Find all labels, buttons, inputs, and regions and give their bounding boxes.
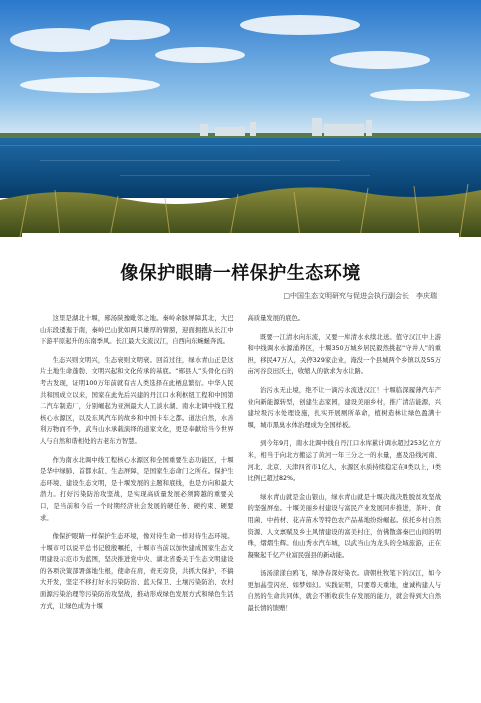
paragraph: 治污永无止境，绝不让一滴污水流进汉江！十堰临深履薄汽车产业向新能源转型，创建生态家园，建设美丽乡村，推广清洁能源，兴建垃圾污水处理设施，扎实开展厕所革命，植树造林让绿色盈满十堰，城市黑臭水体治理成为全国样板。	[247, 386, 441, 429]
article-title: 像保护眼睛一样保护生态环境	[120, 263, 361, 284]
landscape-image	[0, 0, 481, 237]
left-column	[40, 313, 234, 622]
paragraph: 汤汤漾漾白鸥飞，绿净春深好染衣。唐朝杜牧笔下的汉江，如今更加晶莹闪亮、如梦如幻。实践证明，只要尊天重地，虚诚构建人与自然的生命共同体，就会不断收获生存发展的能力，就会得到大自然最长情的馈赠！	[247, 570, 441, 613]
paragraph: 高质量发展的底色。	[247, 315, 305, 322]
paragraph: 像保护眼睛一样保护生态环境，像对待生命一样对待生态环境。十堰市可以说平总书记殷殷嘱托，十堰市当前以加快建成国家生态文明建设示范市为蓝图，坚决推进党中央、湖北省委关于生态文明建设的各项决策部署落地生根，使命在肩，责无旁贷，共抓大保护，不搞大开发，坚定不移打好水污染防治、蓝天保卫、土壤污染防治、农村面源污染治理等污染防治攻坚战，推动形成绿色发展方式和绿色生活方式，让绿色成为十堰	[40, 533, 234, 610]
paragraph: 生态兴则文明兴，生态衰则文明衰。回首过往，绿水青山正是这片土地生命蓬勃、文明兴起和文化传承的基底。“郧县人”头骨化石的考古发现，证明100万年前就有古人类选择在此栖息繁衍。中华人民共和国成立以来，国家在此先后兴建的丹江口水利枢纽工程和中国第二汽车制造厂，分别崛起为亚洲最大人工淡水湖、南水北调中线工程核心水源区，以及东风汽车的故乡和中国卡车之都。道法自然，水善利万物而不争，武当山水承载演绎的道家文化，更是奉献给当今世界人与自然和谐相处的古老东方智慧。	[40, 356, 234, 445]
paragraph: 到今年9月，南水北调中线自丹江口水库累计调水超过253亿立方米，相当于向北方搬运了黄河一年三分之一的水量，惠及沿线河南、河北、北京、天津四省市1亿人，水源区水质持续稳定在Ⅱ类以上，Ⅰ类比例已超过82%。	[247, 440, 441, 483]
paragraph: 绿水青山就是金山银山，绿水青山就是十堰决战决胜脱贫攻坚战的坚强屏垒。十堰美丽乡村建设与富民产业发展同步推进，茶叶、食用菌、中药材、花卉苗木等特色农产品基地纷纷崛起。依托乡村自然资源、人文禀赋及乡土风情建设的富美村庄，仿佛散落秦巴山间的明珠，熠熠生辉。仙山秀水汽车城，以武当山为龙头的全域旅游，正在凝聚起千亿产业富民强县的新动能。	[247, 493, 441, 559]
paragraph: 这里是湖北十堰，郧汤陕豫毗邻之地。秦岭余脉屏障其北，大巴山东段逶迤于南，秦岭巴山犹如两只雄厚的臂膀，迎面拥抱从长江中下游平原起升的东南季风。长江最大支流汉江，自西向东蜿蜒奔流。	[40, 315, 234, 346]
paragraph: 既要一江清水向东流，又要一库清水永续北送。值守汉江中上游和中线调水水源涌养区，十堰350万城乡居民毅然挑起“守井人”的重担，移民47万人，关停329家企业，淹没一个县城两个乡镇以及55万亩河谷良田沃土，收缩人的欲求为水让路。	[247, 333, 441, 376]
article-byline: □中国生态文明研究与促进会执行副会长 李庆瑞	[283, 292, 437, 300]
right-column	[248, 313, 442, 622]
article-card	[22, 233, 459, 695]
header-photo	[0, 0, 481, 237]
article-body	[40, 313, 441, 622]
paragraph: 作为南水北调中线工程核心水源区和全国重要生态功能区，十堰是华中绿肺、首都水缸、生态屏障，是国家生态命门之所在。保护生态环境、建设生态文明，是十堰发展的主题和底线，也是方向和最大潜力。打好污染防治攻坚战，是实现高质量发展必须跨越的重要关口，是当前和今后一个时期经济社会发展的硬任务、硬约束、硬要求。	[40, 456, 234, 522]
